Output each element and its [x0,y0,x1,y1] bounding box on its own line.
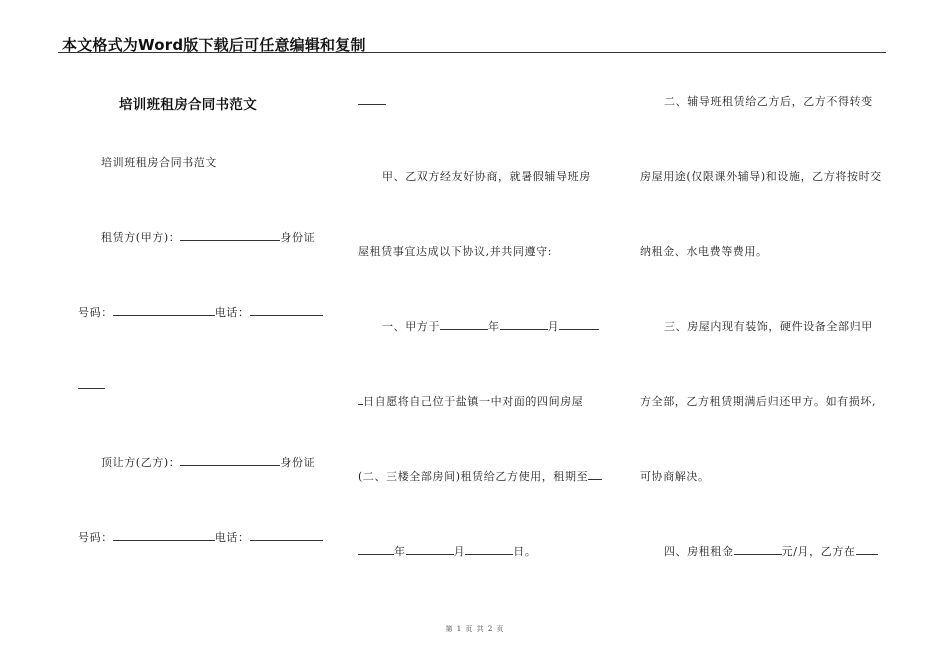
blank-field [500,320,548,330]
date-line [358,543,536,559]
blank-field [734,545,782,555]
phone-label: 电话： [214,306,250,319]
id-label: 身份证 [280,231,316,244]
paragraph-line: 方全部，乙方租赁期满后归还甲方。如有损坏, [640,395,877,408]
blank-field [406,545,454,555]
month-label: 月 [547,320,560,333]
month-label: 月 [453,545,466,558]
paragraph-line: 纳租金、水电费等费用。 [640,245,768,258]
clause-text: 元/月，乙方在 [781,545,856,558]
header-divider [58,52,886,53]
lessor-label: 租赁方(甲方)： [101,231,181,244]
blank-field [440,320,488,330]
clause-1-line [382,318,599,334]
lessee-label: 顶让方(乙方)： [101,456,181,469]
phone-label: 电话： [214,531,250,544]
subtitle: 培训班租房合同书范文 [101,156,217,169]
blank-field [358,545,394,555]
paragraph-line: 甲、乙双方经友好协商，就暑假辅导班房 [382,170,591,183]
lessor-blank-line [78,379,105,392]
blank-field [250,531,323,541]
paragraph-line: 可协商解决。 [640,470,710,483]
blank-field [113,531,215,541]
clause-1-cont-line [358,468,602,484]
clause-text: (二、三楼全部房间)租赁给乙方使用，租期至 [358,470,589,483]
number-label: 号码： [78,306,113,319]
blank-field [78,379,105,389]
blank-field [180,456,280,466]
lessee-line [101,454,315,470]
blank-field [559,320,599,330]
blank-field [180,231,280,241]
document-title: 培训班租房合同书范文 [119,97,257,113]
lessor-line [101,229,315,245]
blank-field [113,306,215,316]
clause-text: 四、房租租金 [664,545,734,558]
paragraph-line: 三、房屋内现有装饰，硬件设备全部归甲 [664,320,873,333]
page-footer: 第 1 页 共 2 页 [445,625,505,633]
paragraph-line: 房屋用途(仅限课外辅导)和设施，乙方将按时交 [640,170,882,183]
clause-1-cont-line [358,393,583,409]
paragraph-line: 屋租赁事宜达成以下协议,并共同遵守: [358,245,553,258]
blank-field [250,306,323,316]
lessor-id-line [78,304,323,320]
blank-field [856,545,878,555]
paragraph-line: 二、辅导班租赁给乙方后，乙方不得转变 [664,95,873,108]
blank-field [358,95,386,105]
blank-field [588,470,602,480]
number-label: 号码： [78,531,113,544]
day-label: 日。 [513,545,537,558]
id-label: 身份证 [280,456,316,469]
top-blank-line [358,95,386,108]
lessee-id-line [78,529,323,545]
year-label: 年 [394,545,406,558]
clause-text: 一、甲方于 [382,320,440,333]
document-header: 本文格式为Word版下载后可任意编辑和复制 [62,36,366,54]
clause-text: 日自愿将自己位于盐镇一中对面的四间房屋 [363,395,584,408]
year-label: 年 [488,320,500,333]
blank-field [465,545,513,555]
rent-line [664,543,878,559]
